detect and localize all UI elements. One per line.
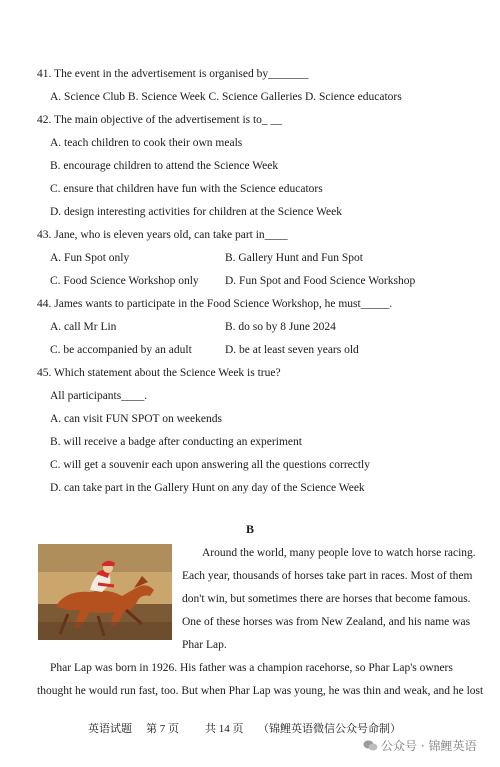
footer-credit: （锦鲤英语微信公众号命制） bbox=[258, 723, 401, 735]
question-45: 45. Which statement about the Science Week is true? bbox=[37, 367, 281, 379]
para1-line1: Around the world, many people love to watch horse racing. bbox=[202, 547, 476, 559]
horse-racing-illustration bbox=[38, 544, 172, 640]
para2-line2: thought he would run fast, too. But when Phar Lap was young, he was thin and weak, and he lost bbox=[37, 685, 484, 697]
option-b: B. encourage children to attend the Science Week bbox=[50, 160, 279, 172]
footer-total: 共 14 页 bbox=[205, 723, 244, 735]
wechat-watermark bbox=[363, 737, 476, 754]
footer-page: 第 7 页 bbox=[146, 723, 179, 735]
para2-line1: Phar Lap was born in 1926. His father was a champion racehorse, so Phar Lap's owners bbox=[50, 662, 453, 674]
question-45-subprompt: All participants____. bbox=[50, 390, 148, 402]
watermark-text: 公众号 · 锦鲤英语 bbox=[381, 739, 477, 753]
option-c: C. ensure that children have fun with the Science educators bbox=[50, 183, 323, 195]
option-b: B. will receive a badge after conducting an experiment bbox=[50, 436, 302, 448]
option-c: C. Food Science Workshop only bbox=[50, 275, 199, 287]
option-b: B. do so by 8 June 2024 bbox=[225, 321, 336, 333]
option-d: D. Fun Spot and Food Science Workshop bbox=[225, 275, 416, 287]
option-a: A. call Mr Lin bbox=[50, 321, 117, 333]
question-44: 44. James wants to participate in the Food Science Workshop, he must_____. bbox=[37, 298, 393, 310]
option-c: C. will get a souvenir each upon answering all the questions correctly bbox=[50, 459, 370, 471]
question-41: 41. The event in the advertisement is organised by_______ bbox=[37, 68, 309, 80]
option-d: D. be at least seven years old bbox=[225, 344, 359, 356]
para1-line4: One of these horses was from New Zealand, and his name was bbox=[182, 616, 471, 628]
question-43: 43. Jane, who is eleven years old, can take part in____ bbox=[37, 229, 288, 241]
section-title: B bbox=[245, 522, 254, 536]
footer-subject: 英语试题 bbox=[88, 723, 132, 735]
option-d: D. can take part in the Gallery Hunt on any day of the Science Week bbox=[50, 482, 365, 494]
para1-line3: don't win, but sometimes there are horses that become famous. bbox=[182, 593, 471, 605]
para1-line2: Each year, thousands of horses take part in races. Most of them bbox=[182, 570, 473, 582]
question-42: 42. The main objective of the advertisement is to_ __ bbox=[37, 114, 283, 126]
option-a: A. Fun Spot only bbox=[50, 252, 130, 264]
para1-line5: Phar Lap. bbox=[182, 639, 227, 651]
option-a: A. teach children to cook their own meals bbox=[50, 137, 243, 149]
question-41-options: A. Science Club B. Science Week C. Science Galleries D. Science educators bbox=[50, 91, 402, 103]
option-a: A. can visit FUN SPOT on weekends bbox=[50, 413, 222, 425]
option-c: C. be accompanied by an adult bbox=[50, 344, 192, 356]
option-b: B. Gallery Hunt and Fun Spot bbox=[225, 252, 363, 264]
option-d: D. design interesting activities for children at the Science Week bbox=[50, 206, 343, 218]
wechat-icon bbox=[363, 740, 378, 751]
